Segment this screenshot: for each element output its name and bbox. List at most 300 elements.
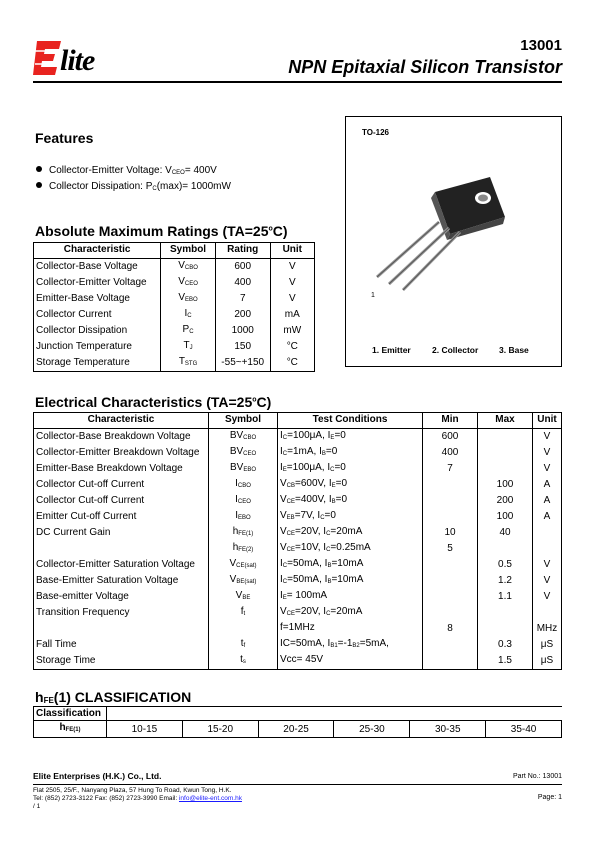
- symbol-main: I: [235, 493, 238, 505]
- cond-main: I: [327, 429, 331, 441]
- cond-sub: B: [327, 562, 332, 569]
- symbol-main: V: [229, 573, 237, 585]
- elite-logo-mark: [33, 39, 63, 77]
- characteristic-cell: Collector Cut-off Current: [34, 477, 209, 493]
- condition-cell: [278, 493, 423, 509]
- table-row: [34, 493, 562, 509]
- classification-value-row: [34, 721, 562, 738]
- features-title: Features: [35, 130, 94, 146]
- table-row: [34, 477, 562, 493]
- cond-tail: =0: [335, 493, 348, 505]
- table-row: [34, 461, 562, 477]
- condition-cell: [278, 589, 423, 605]
- min-cell: [423, 557, 478, 573]
- cond-main: I: [323, 605, 327, 617]
- footer-address: Flat 2505, 25/F., Nanyang Plaza, 57 Hung To Road, Kwun Tong, H.K.: [33, 787, 232, 794]
- max-cell: [478, 541, 533, 557]
- classification-value: 30-35: [410, 721, 486, 738]
- cond-main: I: [280, 557, 283, 569]
- condition-cell: [278, 525, 423, 541]
- rating-cell: 1000: [215, 323, 270, 339]
- table-row: [34, 541, 562, 557]
- col-header: Unit: [533, 413, 562, 429]
- cond-tail: =50mA,: [287, 557, 325, 569]
- unit-cell: mA: [270, 307, 314, 323]
- symbol-main: BV: [229, 461, 244, 473]
- bullet-icon: [36, 166, 42, 172]
- col-header: Rating: [215, 243, 270, 259]
- min-cell: [423, 637, 478, 653]
- classification-value: 20-25: [258, 721, 334, 738]
- unit-cell: [533, 605, 562, 621]
- cond-main: V: [280, 509, 287, 521]
- unit-cell: V: [533, 461, 562, 477]
- characteristic-cell: Collector-Base Breakdown Voltage: [34, 428, 209, 445]
- max-cell: [478, 605, 533, 621]
- symbol-main: T: [178, 355, 185, 367]
- cond-sub: C: [320, 514, 325, 521]
- cond-main: I: [280, 461, 283, 473]
- symbol-cell: [161, 339, 216, 355]
- symbol-sub: t: [243, 610, 246, 617]
- condition-cell: [278, 445, 423, 461]
- characteristic-cell: Emitter-Base Voltage: [34, 291, 161, 307]
- cond-main: I: [317, 509, 321, 521]
- min-cell: [423, 493, 478, 509]
- symbol-cell: [209, 621, 278, 637]
- empty-cell: [107, 707, 562, 721]
- symbol-cell: [209, 589, 278, 605]
- symbol-main: f: [240, 605, 244, 617]
- characteristic-cell: Collector-Base Voltage: [34, 258, 161, 275]
- classification-value: 25-30: [334, 721, 410, 738]
- footer-contact: Tel: (852) 2723-3122 Fax: (852) 2723-3990 Email: info@elite-ent.com.hk: [33, 795, 242, 802]
- condition-cell: [278, 428, 423, 445]
- table-row: [34, 557, 562, 573]
- to126-package-drawing: [365, 172, 515, 302]
- pin-base-label: 3. Base: [499, 345, 529, 355]
- min-cell: 10: [423, 525, 478, 541]
- characteristic-cell: Collector Dissipation: [34, 323, 161, 339]
- cond-sub: CE: [286, 530, 296, 537]
- max-cell: 1.1: [478, 589, 533, 605]
- table-row: [34, 605, 562, 621]
- footer-company: Elite Enterprises (H.K.) Co., Ltd.: [33, 771, 162, 781]
- symbol-cell: [209, 541, 278, 557]
- table-row: [34, 355, 315, 372]
- condition-cell: [278, 621, 423, 637]
- condition-cell: [278, 653, 423, 670]
- min-cell: 400: [423, 445, 478, 461]
- table-row: [34, 525, 562, 541]
- condition-cell: [278, 637, 423, 653]
- symbol-cell: [161, 307, 216, 323]
- symbol-main: V: [178, 291, 186, 303]
- symbol-cell: [209, 557, 278, 573]
- cond-sub: C: [326, 530, 331, 537]
- symbol-main: I: [184, 307, 188, 319]
- symbol-cell: [209, 509, 278, 525]
- max-cell: 0.5: [478, 557, 533, 573]
- cond-tail: =20mA: [330, 605, 363, 617]
- cond-tail: =-1: [337, 637, 353, 649]
- symbol-cell: [209, 637, 278, 653]
- condition-cell: [278, 605, 423, 621]
- cond-sub: E: [330, 434, 335, 441]
- min-cell: [423, 573, 478, 589]
- cond-sub: E: [282, 466, 287, 473]
- col-header: Characteristic: [34, 243, 161, 259]
- pin1-label: 1: [371, 292, 375, 299]
- min-cell: [423, 653, 478, 670]
- rating-cell: 150: [215, 339, 270, 355]
- unit-cell: V: [270, 291, 314, 307]
- characteristic-cell: Collector Cut-off Current: [34, 493, 209, 509]
- cond-tail: =0.25mA: [330, 541, 371, 553]
- symbol-cell: [209, 445, 278, 461]
- symbol-sub: C: [187, 312, 192, 319]
- max-cell: [478, 461, 533, 477]
- unit-cell: [533, 541, 562, 557]
- unit-cell: A: [533, 509, 562, 525]
- table-row: [34, 637, 562, 653]
- unit-cell: V: [533, 573, 562, 589]
- col-header: Symbol: [209, 413, 278, 429]
- feature-item: Collector-Emitter Voltage: $V_{CEO}= 400V$: [36, 165, 217, 176]
- cond-sub: E: [282, 594, 287, 601]
- classification-header: Classification: [34, 707, 107, 721]
- rating-cell: -55~+150: [215, 355, 270, 372]
- condition-cell: [278, 509, 423, 525]
- unit-cell: V: [533, 557, 562, 573]
- footer-email-link[interactable]: info@elite-ent.com.hk: [178, 795, 242, 802]
- cond-tail: = 100mA: [286, 589, 328, 601]
- max-cell: 0.3: [478, 637, 533, 653]
- symbol-cell: [161, 258, 216, 275]
- cond-sub: CE: [286, 610, 296, 617]
- min-cell: [423, 477, 478, 493]
- cond-sub: B: [331, 498, 336, 505]
- cond-tail: =0: [334, 461, 346, 473]
- cond-tail: =400V,: [295, 493, 329, 505]
- cond-tail: =20V,: [295, 525, 324, 537]
- symbol-cell: [161, 355, 216, 372]
- symbol-cell: [161, 323, 216, 339]
- cond-main: I: [280, 429, 283, 441]
- cond-sub: B2: [352, 642, 360, 649]
- cond-sub: CE: [286, 498, 296, 505]
- part-description: NPN Epitaxial Silicon Transistor: [288, 57, 562, 77]
- cond-sub: CE: [286, 546, 296, 553]
- cond-tail: =0: [324, 509, 336, 521]
- cond-main: V: [280, 541, 287, 553]
- table-row: [34, 445, 562, 461]
- cond-tail: =100μA,: [286, 461, 328, 473]
- cond-tail: =10mA: [331, 557, 364, 569]
- symbol-main: h: [232, 541, 239, 553]
- symbol-cell: [209, 525, 278, 541]
- max-cell: 100: [478, 477, 533, 493]
- characteristic-cell: [34, 621, 209, 637]
- cond-main: I: [319, 445, 322, 457]
- symbol-cell: [161, 275, 216, 291]
- min-cell: [423, 605, 478, 621]
- symbol-main: V: [178, 259, 185, 271]
- table-row: [34, 307, 315, 323]
- table-row: [34, 573, 562, 589]
- cond-main: I: [280, 445, 283, 457]
- cond-tail: =100μA,: [287, 429, 328, 441]
- unit-cell: A: [533, 477, 562, 493]
- symbol-sub: s: [242, 658, 246, 665]
- min-cell: 7: [423, 461, 478, 477]
- cond-tail: =50mA,: [287, 573, 325, 585]
- characteristic-cell: Emitter Cut-off Current: [34, 509, 209, 525]
- symbol-main: I: [235, 477, 238, 489]
- cond-sub: C: [330, 466, 335, 473]
- symbol-sub: BE: [242, 594, 251, 601]
- characteristic-cell: Collector-Emitter Saturation Voltage: [34, 557, 209, 573]
- max-cell: [478, 428, 533, 445]
- rating-cell: 7: [215, 291, 270, 307]
- symbol-sub: CBO: [237, 482, 251, 489]
- cond-main: I: [327, 461, 331, 473]
- footer-part-no: Part No.: 13001: [512, 773, 562, 780]
- col-header: Characteristic: [34, 413, 209, 429]
- table-header-row: [34, 243, 315, 259]
- cond-main: I: [323, 525, 327, 537]
- cond-main: Vcc= 45V: [280, 653, 324, 665]
- table-row: [34, 509, 562, 525]
- max-cell: 1.2: [478, 573, 533, 589]
- cond-main: IC=50mA, I: [280, 637, 331, 649]
- symbol-cell: [209, 573, 278, 589]
- characteristic-cell: Junction Temperature: [34, 339, 161, 355]
- cond-tail: =5mA,: [359, 637, 389, 649]
- pin-emitter-label: 1. Emitter: [372, 345, 411, 355]
- max-cell: [478, 621, 533, 637]
- symbol-cell: [209, 653, 278, 670]
- cond-main: I: [280, 573, 283, 585]
- unit-cell: °C: [270, 355, 314, 372]
- cond-tail: =600V,: [295, 477, 329, 489]
- unit-cell: [533, 525, 562, 541]
- cond-main: I: [328, 477, 332, 489]
- symbol-sub: FE(1): [238, 530, 254, 537]
- symbol-cell: [209, 428, 278, 445]
- min-cell: [423, 509, 478, 525]
- cond-main: f=1MHz: [280, 621, 315, 633]
- cond-main: V: [280, 477, 287, 489]
- symbol-sub: EBO: [238, 514, 251, 521]
- symbol-cell: [209, 477, 278, 493]
- abs-max-table: [33, 242, 315, 372]
- table-row: [34, 653, 562, 670]
- symbol-sub: FE(2): [238, 546, 254, 553]
- cond-tail: =1mA,: [287, 445, 320, 457]
- classification-value: 15-20: [182, 721, 258, 738]
- characteristic-cell: Emitter-Base Breakdown Voltage: [34, 461, 209, 477]
- unit-cell: MHz: [533, 621, 562, 637]
- symbol-sub: CEO: [184, 280, 198, 287]
- col-header: Test Conditions: [278, 413, 423, 429]
- cond-main: V: [280, 605, 287, 617]
- unit-cell: A: [533, 493, 562, 509]
- symbol-main: V: [235, 589, 243, 601]
- cond-tail: =10V,: [295, 541, 324, 553]
- unit-cell: V: [270, 258, 314, 275]
- classification-table: [33, 706, 562, 738]
- cond-main: I: [324, 557, 328, 569]
- characteristic-cell: DC Current Gain: [34, 525, 209, 541]
- symbol-sub: CEO: [243, 450, 257, 457]
- footer-rule: [33, 784, 562, 785]
- cond-tail: =0: [334, 429, 346, 441]
- cond-main: I: [280, 589, 283, 601]
- header-rule: [33, 81, 562, 83]
- characteristic-cell: Base-Emitter Saturation Voltage: [34, 573, 209, 589]
- col-header: Unit: [270, 243, 314, 259]
- classification-value: 10-15: [107, 721, 183, 738]
- cond-sub: C: [282, 562, 288, 569]
- cond-sub: C: [282, 434, 288, 441]
- characteristic-cell: Fall Time: [34, 637, 209, 653]
- unit-cell: μS: [533, 653, 562, 670]
- symbol-main: V: [178, 275, 185, 287]
- cond-tail: =7V,: [294, 509, 318, 521]
- max-cell: 40: [478, 525, 533, 541]
- symbol-main: BV: [229, 429, 244, 441]
- symbol-main: BV: [229, 445, 244, 457]
- condition-cell: [278, 477, 423, 493]
- elec-title: Electrical Characteristics $(TA=25^oC)$: [35, 394, 272, 410]
- table-row: [34, 339, 315, 355]
- condition-cell: [278, 557, 423, 573]
- symbol-sub: CEO: [237, 498, 251, 505]
- symbol-sub: BE(sat): [236, 578, 257, 585]
- symbol-main: h: [232, 525, 239, 537]
- table-row: [34, 291, 315, 307]
- footer-page-of: / 1: [33, 803, 41, 810]
- footer-page: Page: 1: [537, 794, 562, 801]
- cond-main: I: [328, 493, 332, 505]
- unit-cell: V: [270, 275, 314, 291]
- cond-main: V: [280, 525, 287, 537]
- cond-sub: C: [326, 610, 331, 617]
- symbol-main: t: [240, 637, 244, 649]
- min-cell: 8: [423, 621, 478, 637]
- max-cell: 200: [478, 493, 533, 509]
- condition-cell: [278, 541, 423, 557]
- cond-tail: =10mA: [331, 573, 364, 585]
- cond-sub: EB: [286, 514, 295, 521]
- table-row: [34, 621, 562, 637]
- characteristic-cell: [34, 541, 209, 557]
- unit-cell: mW: [270, 323, 314, 339]
- elec-table: [33, 412, 562, 670]
- max-cell: [478, 445, 533, 461]
- symbol-sub: STG: [184, 360, 198, 367]
- package-name: TO-126: [362, 128, 389, 137]
- cond-sub: CB: [286, 482, 296, 489]
- symbol-sub: EBO: [185, 296, 198, 303]
- col-header: Symbol: [161, 243, 216, 259]
- characteristic-cell: Collector-Emitter Voltage: [34, 275, 161, 291]
- cond-sub: E: [331, 482, 336, 489]
- rating-cell: 200: [215, 307, 270, 323]
- unit-cell: °C: [270, 339, 314, 355]
- table-row: [34, 323, 315, 339]
- symbol-sub: CE(sat): [236, 562, 257, 569]
- characteristic-cell: Storage Time: [34, 653, 209, 670]
- symbol-main: P: [182, 323, 190, 335]
- classification-title: $h_{FE}(1)$ CLASSIFICATION: [35, 689, 192, 705]
- table-row: [34, 275, 315, 291]
- symbol-sub: CBO: [243, 434, 257, 441]
- symbol-main: T: [183, 339, 190, 351]
- symbol-sub: CBO: [184, 264, 198, 271]
- min-cell: 5: [423, 541, 478, 557]
- symbol-main: V: [229, 557, 237, 569]
- condition-cell: [278, 573, 423, 589]
- cond-main: I: [323, 541, 327, 553]
- characteristic-cell: Collector-Emitter Breakdown Voltage: [34, 445, 209, 461]
- unit-cell: V: [533, 428, 562, 445]
- min-cell: 600: [423, 428, 478, 445]
- hfe-row-label: $h_{FE(1)}$: [34, 721, 107, 738]
- part-number: 13001: [520, 37, 562, 54]
- cond-tail: =20mA: [330, 525, 363, 537]
- cond-tail: =0: [335, 477, 348, 489]
- symbol-cell: [209, 493, 278, 509]
- characteristic-cell: Transition Frequency: [34, 605, 209, 621]
- characteristic-cell: Storage Temperature: [34, 355, 161, 372]
- symbol-cell: [209, 461, 278, 477]
- classification-value: 35-40: [486, 721, 562, 738]
- max-cell: 1.5: [478, 653, 533, 670]
- abs-max-title: Absolute Maximum Ratings $(TA=25^oC)$: [35, 223, 288, 239]
- cond-sub: B: [321, 450, 326, 457]
- characteristic-cell: Base-emitter Voltage: [34, 589, 209, 605]
- cond-sub: B1: [330, 642, 338, 649]
- table-header-row: [34, 413, 562, 429]
- characteristic-cell: Collector Current: [34, 307, 161, 323]
- unit-cell: μS: [533, 637, 562, 653]
- cond-main: V: [280, 493, 287, 505]
- symbol-main: I: [235, 509, 239, 521]
- symbol-cell: [161, 291, 216, 307]
- table-row: [34, 428, 562, 445]
- symbol-sub: EBO: [243, 466, 256, 473]
- symbol-cell: [209, 605, 278, 621]
- cond-main: I: [324, 573, 328, 585]
- cond-tail: =20V,: [295, 605, 324, 617]
- max-cell: 100: [478, 509, 533, 525]
- table-row: [34, 589, 562, 605]
- cond-sub: C: [282, 578, 288, 585]
- unit-cell: V: [533, 589, 562, 605]
- cond-sub: C: [282, 450, 288, 457]
- col-header: Max: [478, 413, 533, 429]
- rating-cell: 400: [215, 275, 270, 291]
- condition-cell: [278, 461, 423, 477]
- cond-sub: C: [326, 546, 331, 553]
- min-cell: [423, 589, 478, 605]
- pin-collector-label: 2. Collector: [432, 345, 479, 355]
- symbol-sub: C: [189, 328, 194, 335]
- unit-cell: V: [533, 445, 562, 461]
- feature-item: Collector Dissipation: $P_C(\max)= 1000mW$: [36, 181, 231, 192]
